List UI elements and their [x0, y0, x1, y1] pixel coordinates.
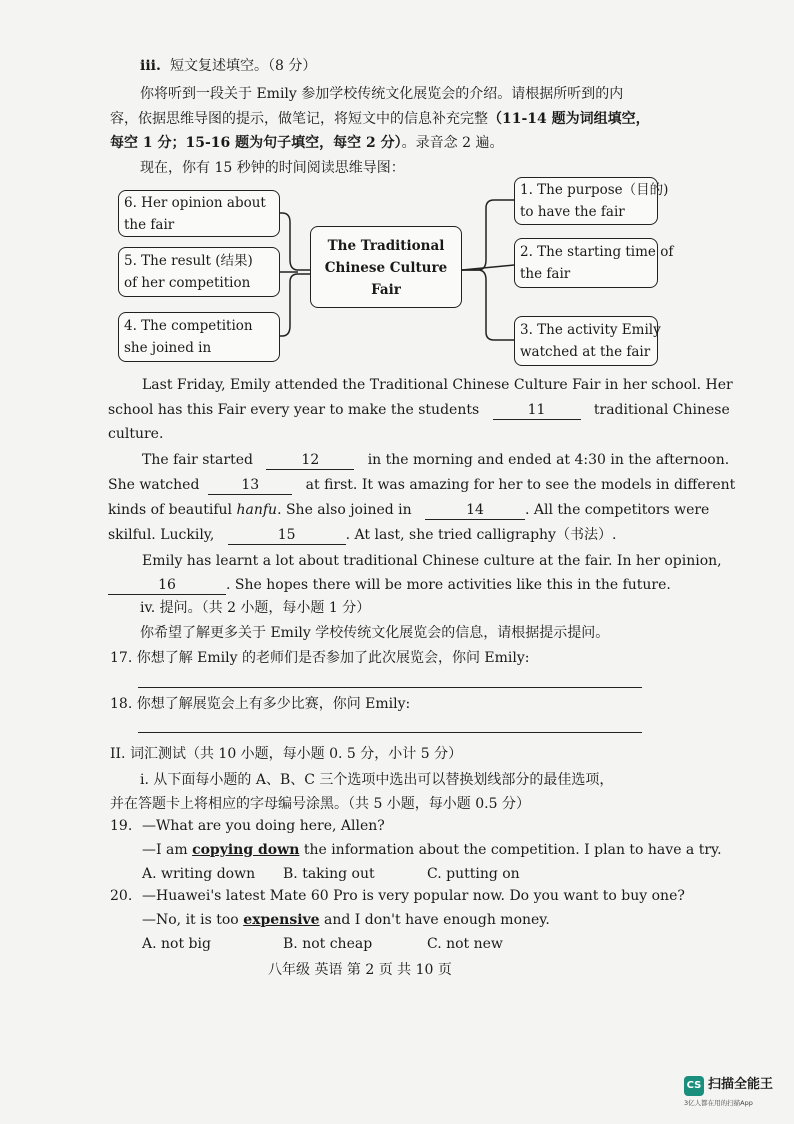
mindmap-node-1: 1. The purpose（目的) to have the fair	[514, 177, 658, 225]
blank-13: 13	[208, 477, 292, 495]
question-19-line-2: —I am copying down the information about the competition. I plan to have a try.	[142, 842, 722, 858]
section-iii-instruction-1: 你将听到一段关于 Emily 参加学校传统文化展览会的介绍。请根据所听到的内	[140, 86, 624, 102]
mindmap-node-4: 4. The competition she joined in	[118, 312, 280, 362]
part-ii-instruction-1: i. 从下面每小题的 A、B、C 三个选项中选出可以替换划线部分的最佳选项，	[140, 772, 614, 788]
section-iv-heading: iv. 提问。（共 2 小题，每小题 1 分）	[140, 600, 371, 616]
app-name: 扫描全能王	[708, 1077, 774, 1092]
section-iii-heading: 短文复述填空。（8 分）	[170, 58, 317, 74]
section-iii-instruction-2: 容，依据思维导图的提示，做笔记，将短文中的信息补充完整（11-14 题为词组填空，	[110, 111, 650, 127]
blank-16: 16	[108, 577, 226, 595]
mindmap-node-3: 3. The activity Emily watched at the fair	[514, 316, 658, 366]
page-footer: 八年级 英语 第 2 页 共 10 页	[268, 962, 452, 978]
mindmap-node-5: 5. The result (结果) of her competition	[118, 247, 280, 297]
passage-line: school has this Fair every year to make the students 11 traditional Chinese	[108, 402, 730, 418]
blank-12: 12	[266, 452, 354, 470]
question-20-line-2: —No, it is too expensive and I don't have enough money.	[142, 912, 550, 928]
question-20-line-1: —Huawei's latest Mate 60 Pro is very popular now. Do you want to buy one?	[142, 888, 685, 904]
option-20-b[interactable]: B. not cheap	[283, 936, 373, 952]
passage-line: 16 . She hopes there will be more activities like this in the future.	[108, 577, 671, 595]
section-iii-instruction-3: 每空 1 分；15-16 题为句子填空，每空 2 分）。录音念 2 遍。	[110, 135, 504, 151]
section-iii-instruction-4: 现在，你有 15 秒钟的时间阅读思维导图：	[140, 160, 405, 176]
blank-11: 11	[493, 402, 581, 420]
camscanner-logo: CS	[684, 1076, 704, 1096]
mindmap-node-2: 2. The starting time of the fair	[514, 238, 658, 288]
option-19-c[interactable]: C. putting on	[427, 866, 520, 882]
question-19-number: 19.	[110, 818, 133, 834]
option-19-a[interactable]: A. writing down	[142, 866, 256, 882]
question-19-line-1: —What are you doing here, Allen?	[142, 818, 385, 834]
section-iii-number: iii.	[140, 58, 161, 74]
blank-15: 15	[228, 527, 346, 545]
answer-line-17[interactable]	[138, 687, 642, 688]
app-tagline: 3亿人都在用的扫描App	[684, 1099, 753, 1107]
passage-line: The fair started 12 in the morning and ended at 4:30 in the afternoon.	[142, 452, 730, 468]
passage-line: skilful. Luckily, 15 . At last, she tried calligraphy（书法）.	[108, 527, 617, 543]
passage-line: kinds of beautiful hanfu. She also joined in 14 . All the competitors were	[108, 502, 710, 518]
section-iv-instruction: 你希望了解更多关于 Emily 学校传统文化展览会的信息，请根据提示提问。	[140, 625, 610, 641]
part-ii-heading: II. 词汇测试（共 10 小题，每小题 0. 5 分，小计 5 分）	[110, 746, 463, 762]
underlined-phrase: copying down	[192, 842, 300, 858]
option-19-b[interactable]: B. taking out	[283, 866, 375, 882]
question-20-number: 20.	[110, 888, 133, 904]
answer-line-18[interactable]	[138, 732, 642, 733]
passage-line: She watched 13 at first. It was amazing for her to see the models in different	[108, 477, 736, 493]
mindmap-node-6: 6. Her opinion about the fair	[118, 190, 280, 237]
passage-line: culture.	[108, 426, 164, 442]
passage-line: Last Friday, Emily attended the Traditional Chinese Culture Fair in her school. Her	[142, 377, 733, 393]
blank-14: 14	[425, 502, 525, 520]
mindmap-center-node: The Traditional Chinese Culture Fair	[310, 226, 462, 308]
question-18: 18. 你想了解展览会上有多少比赛，你问 Emily:	[110, 696, 411, 712]
passage-line: Emily has learnt a lot about traditional Chinese culture at the fair. In her opinion,	[142, 553, 722, 569]
option-20-a[interactable]: A. not big	[142, 936, 211, 952]
option-20-c[interactable]: C. not new	[427, 936, 503, 952]
question-17: 17. 你想了解 Emily 的老师们是否参加了此次展览会，你问 Emily:	[110, 650, 530, 666]
underlined-phrase: expensive	[243, 912, 320, 928]
part-ii-instruction-2: 并在答题卡上将相应的字母编号涂黑。（共 5 小题，每小题 0.5 分）	[110, 796, 530, 812]
